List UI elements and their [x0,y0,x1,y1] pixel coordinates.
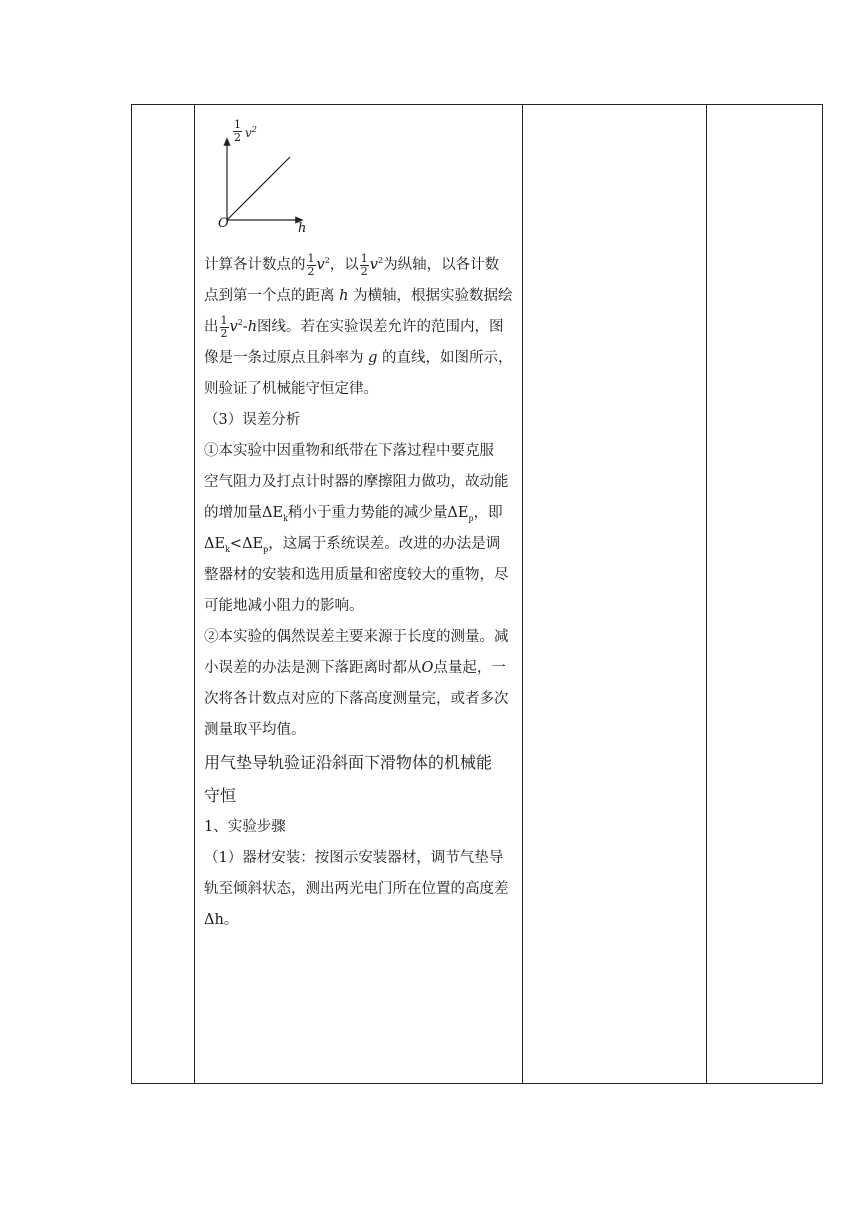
half-fraction: $\frac{1}{2}$ [307,251,315,278]
steps-heading: 1、实验步骤 [204,819,286,835]
x-axis-label: h [298,221,307,236]
y-label-numerator: 1 [234,118,241,131]
paragraph-systematic-error: ①本实验中因重物和纸带在下落过程中要克服 空气阻力及打点计时器的摩擦阻力做功，故动能 的增加量$\Delta E_k$稍小于重力势能的减少量$\Delta E_p$，即 $\Delta E_k<\Delta E_p$，这属于系统误差。改进的办法是调 整器材的安装和选用质量和密度较大的重物，尽 可能地减小阻力的影响。 [204,443,509,614]
table-row [132,105,823,1084]
origin-label: O [218,216,229,231]
table-cell-main [195,105,523,1084]
y-axis-label-var: $v^2$ [245,125,257,140]
table-cell-third [523,105,707,1084]
error-analysis-heading: （3）误差分析 [204,412,301,428]
y-label-denominator: 2 [234,131,241,144]
kinetic-energy-vs-height-figure [218,118,328,240]
main-content [195,105,522,936]
content-table [131,104,823,1084]
section-title: 用气垫导轨验证沿斜面下滑物体的机械能 守恒 [204,753,493,805]
paragraph-graph-method: 计算各计数点的 $\frac{1}{2}$ $v^2$，以 $\frac{1}{2}$ $v^2$为纵轴，以各计数 点到第一个点的距离 h 为横轴，根据实验数据绘 出 $\frac{1}{2}$ $v^2-h$图线。若在实验误差允许的范围内，图 像是一条过原点且斜率为 g 的直线，如图所示， 则验证了机械能守恒定律。 [204,251,513,397]
y-axis-label-frac [233,119,242,144]
half-fraction: $\frac{1}{2}$ [360,251,368,278]
table-cell-right [707,105,823,1084]
table-cell-left [132,105,195,1084]
paragraph-step1: （1）器材安装：按图示安装器材，调节气垫导 轨至倾斜状态，测出两光电门所在位置的高度差 Δh。 [204,850,509,928]
paragraph-random-error: ②本实验的偶然误差主要来源于长度的测量。减 小误差的办法是测下落距离时都从O点量起，一 次将各计数点对应的下落高度测量完，或者多次 测量取平均值。 [204,629,509,738]
half-fraction: $\frac{1}{2}$ [220,313,228,340]
data-line [227,157,290,220]
